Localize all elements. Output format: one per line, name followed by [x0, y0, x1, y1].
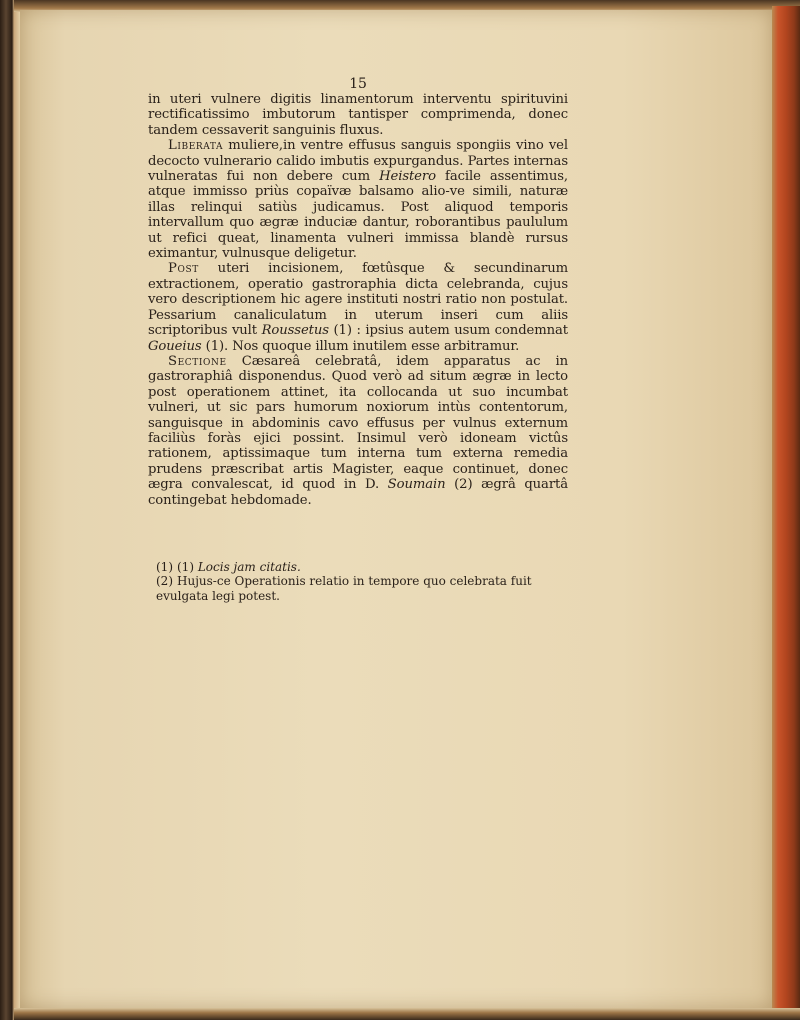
footnote-ref: (1)	[156, 560, 173, 574]
footnote	[156, 574, 576, 603]
text-run: (1). Nos quoque illum inutilem esse arbitramur.	[201, 338, 520, 354]
smallcaps-text: Liberata	[168, 138, 224, 154]
text-run: (2) ægrâ quartâ contingebat hebdomade.	[148, 477, 568, 508]
italic-text: Goueius	[148, 338, 202, 354]
text-run: muliere,in ventre effusus sanguis spongiis vino vel decocto vulnerario calido imbutis expurgandus. Partes internas vulneratas fui non debere cum	[148, 138, 568, 185]
italic-text: Soumain	[387, 477, 446, 493]
page-text-block	[148, 76, 568, 508]
italic-text: Roussetus	[261, 323, 329, 339]
italic-text: Locis jam citatis.	[197, 560, 301, 574]
text-run: (1) : ipsius autem usum condemnat	[328, 323, 569, 339]
page-number: 15	[349, 76, 367, 92]
text-run: Hujus-ce Operationis relatio in tempore quo celebrata fuit evulgata legi potest.	[156, 574, 532, 603]
text-run: (1)	[177, 560, 198, 574]
book-fore-edge	[772, 6, 800, 1012]
footnote	[156, 560, 576, 574]
body-paragraph	[148, 92, 568, 138]
italic-text: Heistero	[379, 169, 436, 185]
footnotes	[156, 560, 576, 603]
smallcaps-text: Post	[168, 261, 199, 277]
text-run: uteri incisionem, fœtûsque & secundinarum extractionem, operatio gastroraphia dicta celebranda, cujus vero descriptionem hic agere instituti nostri ratio non postulat. Pessarium canaliculatum in uterum inseri cum aliis scriptoribus vult	[148, 261, 568, 339]
smallcaps-text: Sectione	[168, 353, 227, 369]
text-run: Cæsareâ celebratâ, idem apparatus ac in gastroraphiâ disponendus. Quod verò ad situm ægræ in lecto post operationem attinet, ita collocanda ut suo incumbat vulneri, ut sic pars humorum noxiorum intùs contentorum, sanguisque in abdominis cavo effusus per vulnus externum faciliùs foràs ejici possint. Insimul verò idoneam victûs rationem, aptissimaque tum interna tum externa remedia prudens præscribat artis Magister, eaque continuet, donec ægra convalescat, id quod in D.	[148, 353, 568, 493]
body-paragraph	[148, 138, 568, 261]
body-paragraphs	[148, 92, 568, 508]
footnote-ref: (2)	[156, 574, 173, 589]
text-run: facile assentimus, atque immisso priùs copaïvæ balsamo alio-ve simili, naturæ illas relinqui satiùs judicamus. Post aliquod temporis intervallum quo ægræ induciæ dantur, roborantibus paululum ut refici queat, linamenta vulneri immissa blandè rursus eximantur, vulnusque deligetur.	[148, 169, 568, 262]
body-paragraph	[148, 354, 568, 508]
body-paragraph	[148, 261, 568, 353]
text-run: in uteri vulnere digitis linamentorum interventu spirituvini rectificatissimo imbutorum tantisper comprimenda, donec tandem cessaverit sanguinis fluxus.	[148, 92, 568, 138]
book-bottom-edge	[14, 1008, 800, 1020]
